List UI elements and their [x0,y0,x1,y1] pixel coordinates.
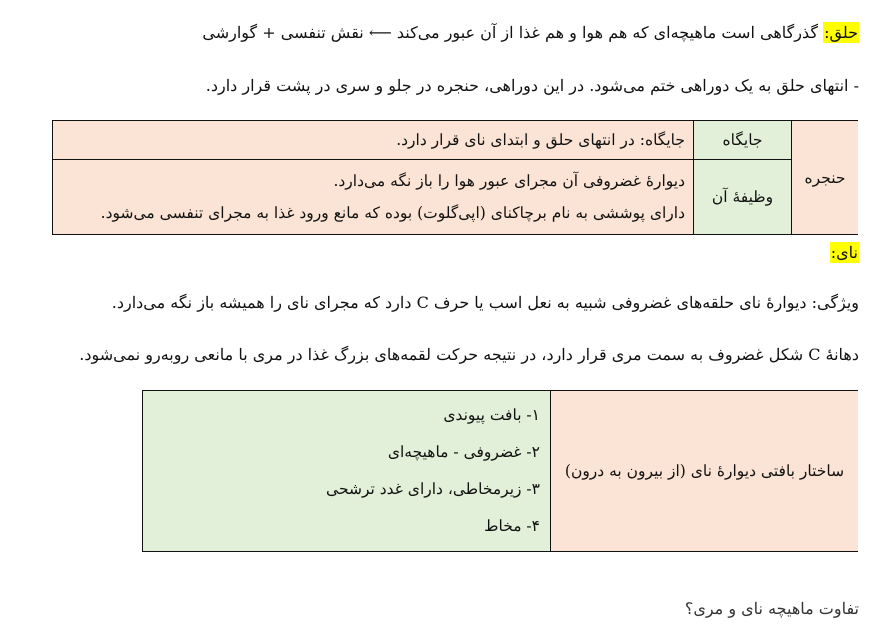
closing-question: تفاوت ماهیچه نای و مری؟ [684,599,859,618]
wall-layer-3: ۳- زیرمخاطی، دارای غدد ترشحی [326,480,540,498]
throat-definition [202,22,859,44]
location-label-cell [694,121,792,160]
larynx-header-cell [792,121,859,235]
wall-structure-header-cell [551,391,859,552]
trachea-label-highlight: نای: [830,243,858,262]
wall-structure-header: ساختار بافتی دیوارهٔ نای (از بیرون به درون) [564,462,845,480]
function-label-cell [694,160,792,235]
location-label: جایگاه [722,131,763,149]
larynx-header: حنجره [804,168,846,187]
function-line-2: دارای پوششی به نام برچاکنای (اپی‌گلوت) بوده که مانع ورود غذا به مجرای تنفسی می‌شود. [100,204,685,222]
trachea-heading [830,242,859,264]
function-line-1: دیوارهٔ غضروفی آن مجرای عبور هوا را باز نگه می‌دارد. [333,172,685,190]
throat-label-highlight: حلق: [824,23,858,42]
trachea-feature: ویژگی: دیوارهٔ نای حلقه‌های غضروفی شبیه به نعل اسب یا حرف C دارد که مجرای نای را همیشه باز نگه می‌دارد. [111,293,859,312]
wall-layer-2: ۲- غضروفی - ماهیچه‌ای [387,443,540,461]
trachea-wall-table [142,390,858,552]
wall-layer-1: ۱- بافت پیوندی [443,406,540,424]
wall-layer-4: ۴- مخاط [484,517,540,535]
location-text: جایگاه: در انتهای حلق و ابتدای نای قرار دارد. [396,131,685,149]
throat-note: - انتهای حلق به یک دوراهی ختم می‌شود. در این دوراهی، حنجره در جلو و سری در پشت قرار دارد. [205,76,859,95]
larynx-table [52,120,858,235]
function-label: وظیفهٔ آن [711,188,774,206]
location-text-cell [53,121,694,160]
function-text-cell [53,160,694,235]
wall-layers-cell [143,391,551,552]
trachea-opening: دهانهٔ C شکل غضروف به سمت مری قرار دارد، در نتیجه حرکت لقمه‌های بزرگ غذا در مری با مانعی روبه‌رو نمی‌شود. [79,345,859,364]
throat-definition-text: گذرگاهی است ماهیچه‌ای که هم هوا و هم غذا از آن عبور می‌کند ⟵ نقش تنفسی + گوارشی [202,23,824,42]
